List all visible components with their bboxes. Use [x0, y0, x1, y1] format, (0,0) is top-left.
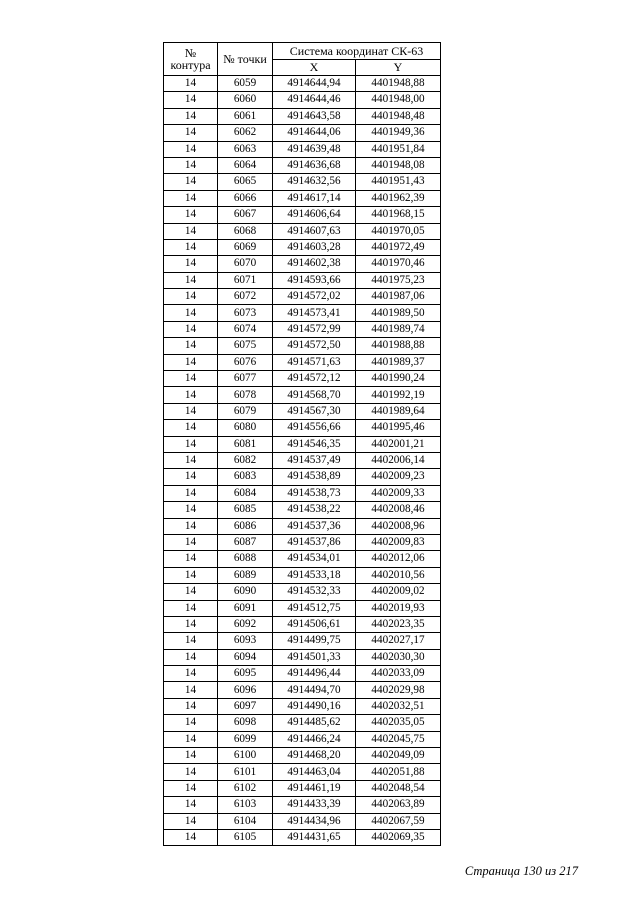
table-row	[164, 403, 441, 419]
x-coordinate-cell: 4914644,94	[273, 76, 356, 92]
y-coordinate-cell: 4402049,09	[356, 748, 441, 764]
table-row	[164, 452, 441, 468]
y-coordinate-cell: 4401948,08	[356, 157, 441, 173]
x-coordinate-cell: 4914433,39	[273, 797, 356, 813]
y-coordinate-cell: 4402030,30	[356, 649, 441, 665]
page-number: Страница 130 из 217	[464, 864, 578, 878]
x-coordinate-cell: 4914537,49	[273, 452, 356, 468]
x-coordinate-cell: 4914607,63	[273, 223, 356, 239]
contour-cell: 14	[164, 682, 218, 698]
y-axis-header: Y	[356, 59, 441, 76]
table-row	[164, 354, 441, 370]
y-coordinate-cell: 4402067,59	[356, 813, 441, 829]
point-number-cell: 6088	[218, 551, 273, 567]
point-number-cell: 6080	[218, 420, 273, 436]
contour-cell: 14	[164, 698, 218, 714]
y-coordinate-cell: 4401951,84	[356, 141, 441, 157]
y-coordinate-cell: 4401989,37	[356, 354, 441, 370]
point-number-cell: 6097	[218, 698, 273, 714]
point-number-cell: 6082	[218, 452, 273, 468]
contour-cell: 14	[164, 616, 218, 632]
y-coordinate-cell: 4401948,48	[356, 108, 441, 124]
point-number-cell: 6079	[218, 403, 273, 419]
contour-cell: 14	[164, 551, 218, 567]
point-number-cell: 6061	[218, 108, 273, 124]
table-row	[164, 616, 441, 632]
contour-cell: 14	[164, 764, 218, 780]
x-axis-header: X	[273, 59, 356, 76]
x-coordinate-cell: 4914501,33	[273, 649, 356, 665]
x-coordinate-cell: 4914499,75	[273, 633, 356, 649]
x-coordinate-cell: 4914538,73	[273, 485, 356, 501]
x-coordinate-cell: 4914537,36	[273, 518, 356, 534]
contour-number-header	[164, 43, 218, 76]
x-coordinate-cell: 4914573,41	[273, 305, 356, 321]
x-coordinate-cell: 4914643,58	[273, 108, 356, 124]
point-number-cell: 6101	[218, 764, 273, 780]
contour-cell: 14	[164, 207, 218, 223]
y-coordinate-cell: 4402009,33	[356, 485, 441, 501]
point-number-cell: 6067	[218, 207, 273, 223]
contour-cell: 14	[164, 272, 218, 288]
y-coordinate-cell: 4402008,46	[356, 502, 441, 518]
contour-cell: 14	[164, 780, 218, 796]
x-coordinate-cell: 4914572,12	[273, 371, 356, 387]
table-row	[164, 387, 441, 403]
y-coordinate-cell: 4401989,50	[356, 305, 441, 321]
y-coordinate-cell: 4401975,23	[356, 272, 441, 288]
table-row	[164, 141, 441, 157]
table-row	[164, 76, 441, 92]
y-coordinate-cell: 4402029,98	[356, 682, 441, 698]
x-coordinate-cell: 4914485,62	[273, 715, 356, 731]
point-number-cell: 6089	[218, 567, 273, 583]
x-coordinate-cell: 4914534,01	[273, 551, 356, 567]
table-row	[164, 108, 441, 124]
contour-cell: 14	[164, 157, 218, 173]
x-coordinate-cell: 4914571,63	[273, 354, 356, 370]
contour-cell: 14	[164, 715, 218, 731]
x-coordinate-cell: 4914632,56	[273, 174, 356, 190]
contour-cell: 14	[164, 567, 218, 583]
table-row	[164, 436, 441, 452]
point-number-cell: 6078	[218, 387, 273, 403]
point-number-cell: 6086	[218, 518, 273, 534]
y-coordinate-cell: 4401988,88	[356, 338, 441, 354]
point-number-cell: 6060	[218, 92, 273, 108]
y-coordinate-cell: 4402051,88	[356, 764, 441, 780]
y-coordinate-cell: 4402009,02	[356, 584, 441, 600]
x-coordinate-cell: 4914496,44	[273, 666, 356, 682]
table-row	[164, 420, 441, 436]
y-coordinate-cell: 4401992,19	[356, 387, 441, 403]
contour-cell: 14	[164, 748, 218, 764]
contour-cell: 14	[164, 731, 218, 747]
table-row	[164, 469, 441, 485]
x-coordinate-cell: 4914434,96	[273, 813, 356, 829]
table-row	[164, 649, 441, 665]
x-coordinate-cell: 4914538,22	[273, 502, 356, 518]
y-coordinate-cell: 4402010,56	[356, 567, 441, 583]
y-coordinate-cell: 4402006,14	[356, 452, 441, 468]
contour-cell: 14	[164, 239, 218, 255]
point-number-cell: 6073	[218, 305, 273, 321]
x-coordinate-cell: 4914602,38	[273, 256, 356, 272]
point-number-cell: 6083	[218, 469, 273, 485]
x-coordinate-cell: 4914490,16	[273, 698, 356, 714]
point-number-cell: 6098	[218, 715, 273, 731]
table-row	[164, 731, 441, 747]
contour-cell: 14	[164, 387, 218, 403]
x-coordinate-cell: 4914572,02	[273, 289, 356, 305]
y-coordinate-cell: 4402009,23	[356, 469, 441, 485]
y-coordinate-cell: 4401990,24	[356, 371, 441, 387]
table-row	[164, 682, 441, 698]
table-row	[164, 289, 441, 305]
y-coordinate-cell: 4402019,93	[356, 600, 441, 616]
table-header	[164, 43, 441, 76]
y-coordinate-cell: 4401948,00	[356, 92, 441, 108]
table-row	[164, 633, 441, 649]
x-coordinate-cell: 4914567,30	[273, 403, 356, 419]
x-coordinate-cell: 4914568,70	[273, 387, 356, 403]
point-number-cell: 6069	[218, 239, 273, 255]
contour-cell: 14	[164, 256, 218, 272]
x-coordinate-cell: 4914636,68	[273, 157, 356, 173]
point-number-cell: 6076	[218, 354, 273, 370]
y-coordinate-cell: 4401987,06	[356, 289, 441, 305]
contour-cell: 14	[164, 452, 218, 468]
y-coordinate-cell: 4401972,49	[356, 239, 441, 255]
point-number-cell: 6074	[218, 321, 273, 337]
y-coordinate-cell: 4402032,51	[356, 698, 441, 714]
table-row	[164, 338, 441, 354]
table-row	[164, 534, 441, 550]
contour-cell: 14	[164, 649, 218, 665]
point-number-cell: 6071	[218, 272, 273, 288]
table-row	[164, 92, 441, 108]
contour-cell: 14	[164, 371, 218, 387]
table-row	[164, 748, 441, 764]
table-row	[164, 174, 441, 190]
contour-cell: 14	[164, 436, 218, 452]
point-number-cell: 6070	[218, 256, 273, 272]
x-coordinate-cell: 4914572,50	[273, 338, 356, 354]
x-coordinate-cell: 4914533,18	[273, 567, 356, 583]
table-row	[164, 371, 441, 387]
table-row	[164, 551, 441, 567]
point-number-header: № точки	[218, 43, 273, 76]
x-coordinate-cell: 4914506,61	[273, 616, 356, 632]
point-number-cell: 6104	[218, 813, 273, 829]
table-row	[164, 223, 441, 239]
x-coordinate-cell: 4914556,66	[273, 420, 356, 436]
table-row	[164, 797, 441, 813]
x-coordinate-cell: 4914532,33	[273, 584, 356, 600]
point-number-cell: 6099	[218, 731, 273, 747]
table-row	[164, 321, 441, 337]
contour-cell: 14	[164, 600, 218, 616]
contour-cell: 14	[164, 190, 218, 206]
x-coordinate-cell: 4914512,75	[273, 600, 356, 616]
point-number-cell: 6063	[218, 141, 273, 157]
point-number-cell: 6081	[218, 436, 273, 452]
table-row	[164, 584, 441, 600]
y-coordinate-cell: 4401951,43	[356, 174, 441, 190]
x-coordinate-cell: 4914639,48	[273, 141, 356, 157]
point-number-cell: 6103	[218, 797, 273, 813]
x-coordinate-cell: 4914606,64	[273, 207, 356, 223]
point-number-cell: 6096	[218, 682, 273, 698]
contour-cell: 14	[164, 92, 218, 108]
contour-cell: 14	[164, 223, 218, 239]
point-number-cell: 6105	[218, 829, 273, 845]
table-row	[164, 567, 441, 583]
x-coordinate-cell: 4914537,86	[273, 534, 356, 550]
contour-cell: 14	[164, 108, 218, 124]
y-coordinate-cell: 4402001,21	[356, 436, 441, 452]
contour-cell: 14	[164, 534, 218, 550]
point-number-cell: 6092	[218, 616, 273, 632]
y-coordinate-cell: 4402009,83	[356, 534, 441, 550]
x-coordinate-cell: 4914494,70	[273, 682, 356, 698]
coordinate-system-header: Система координат СК-63	[273, 43, 441, 60]
table-row	[164, 125, 441, 141]
point-number-cell: 6062	[218, 125, 273, 141]
contour-cell: 14	[164, 797, 218, 813]
y-coordinate-cell: 4401989,64	[356, 403, 441, 419]
contour-cell: 14	[164, 76, 218, 92]
point-number-cell: 6095	[218, 666, 273, 682]
y-coordinate-cell: 4402069,35	[356, 829, 441, 845]
contour-cell: 14	[164, 305, 218, 321]
point-number-cell: 6072	[218, 289, 273, 305]
point-number-cell: 6093	[218, 633, 273, 649]
table-row	[164, 698, 441, 714]
y-coordinate-cell: 4402023,35	[356, 616, 441, 632]
point-number-cell: 6090	[218, 584, 273, 600]
table-row	[164, 715, 441, 731]
table-row	[164, 813, 441, 829]
contour-cell: 14	[164, 518, 218, 534]
point-number-cell: 6075	[218, 338, 273, 354]
y-coordinate-cell: 4402035,05	[356, 715, 441, 731]
x-coordinate-cell: 4914466,24	[273, 731, 356, 747]
contour-cell: 14	[164, 289, 218, 305]
contour-cell: 14	[164, 420, 218, 436]
x-coordinate-cell: 4914546,35	[273, 436, 356, 452]
contour-cell: 14	[164, 633, 218, 649]
y-coordinate-cell: 4401989,74	[356, 321, 441, 337]
table-row	[164, 256, 441, 272]
y-coordinate-cell: 4401970,46	[356, 256, 441, 272]
table-row	[164, 157, 441, 173]
x-coordinate-cell: 4914593,66	[273, 272, 356, 288]
point-number-cell: 6100	[218, 748, 273, 764]
table-row	[164, 502, 441, 518]
point-number-cell: 6064	[218, 157, 273, 173]
table-row	[164, 666, 441, 682]
table-row	[164, 600, 441, 616]
contour-cell: 14	[164, 829, 218, 845]
x-coordinate-cell: 4914644,46	[273, 92, 356, 108]
table-row	[164, 829, 441, 845]
table-row	[164, 190, 441, 206]
y-coordinate-cell: 4402008,96	[356, 518, 441, 534]
point-number-cell: 6068	[218, 223, 273, 239]
x-coordinate-cell: 4914463,04	[273, 764, 356, 780]
point-number-cell: 6084	[218, 485, 273, 501]
x-coordinate-cell: 4914603,28	[273, 239, 356, 255]
point-number-cell: 6091	[218, 600, 273, 616]
point-number-cell: 6087	[218, 534, 273, 550]
point-number-cell: 6085	[218, 502, 273, 518]
y-coordinate-cell: 4401995,46	[356, 420, 441, 436]
y-coordinate-cell: 4401962,39	[356, 190, 441, 206]
y-coordinate-cell: 4402045,75	[356, 731, 441, 747]
contour-cell: 14	[164, 321, 218, 337]
x-coordinate-cell: 4914572,99	[273, 321, 356, 337]
contour-cell: 14	[164, 354, 218, 370]
y-coordinate-cell: 4402033,09	[356, 666, 441, 682]
contour-cell: 14	[164, 338, 218, 354]
contour-cell: 14	[164, 469, 218, 485]
contour-number-header-bottom: контура	[170, 58, 211, 72]
x-coordinate-cell: 4914461,19	[273, 780, 356, 796]
contour-number-header-top: №	[184, 46, 197, 60]
x-coordinate-cell: 4914431,65	[273, 829, 356, 845]
y-coordinate-cell: 4401970,05	[356, 223, 441, 239]
contour-cell: 14	[164, 813, 218, 829]
table-row	[164, 518, 441, 534]
table-row	[164, 272, 441, 288]
contour-cell: 14	[164, 125, 218, 141]
contour-cell: 14	[164, 403, 218, 419]
table-row	[164, 239, 441, 255]
x-coordinate-cell: 4914468,20	[273, 748, 356, 764]
contour-cell: 14	[164, 666, 218, 682]
point-number-cell: 6077	[218, 371, 273, 387]
point-number-cell: 6066	[218, 190, 273, 206]
y-coordinate-cell: 4402048,54	[356, 780, 441, 796]
contour-cell: 14	[164, 485, 218, 501]
x-coordinate-cell: 4914617,14	[273, 190, 356, 206]
point-number-cell: 6059	[218, 76, 273, 92]
point-number-cell: 6065	[218, 174, 273, 190]
y-coordinate-cell: 4402012,06	[356, 551, 441, 567]
y-coordinate-cell: 4401949,36	[356, 125, 441, 141]
table-row	[164, 207, 441, 223]
y-coordinate-cell: 4402027,17	[356, 633, 441, 649]
contour-cell: 14	[164, 584, 218, 600]
table-row	[164, 764, 441, 780]
table-row	[164, 780, 441, 796]
contour-cell: 14	[164, 174, 218, 190]
point-number-cell: 6102	[218, 780, 273, 796]
x-coordinate-cell: 4914644,06	[273, 125, 356, 141]
table-row	[164, 305, 441, 321]
x-coordinate-cell: 4914538,89	[273, 469, 356, 485]
table-row	[164, 485, 441, 501]
table-body	[164, 76, 441, 846]
header-row	[164, 43, 441, 60]
coordinates-table	[163, 42, 441, 846]
contour-cell: 14	[164, 141, 218, 157]
y-coordinate-cell: 4401968,15	[356, 207, 441, 223]
y-coordinate-cell: 4402063,89	[356, 797, 441, 813]
contour-cell: 14	[164, 502, 218, 518]
y-coordinate-cell: 4401948,88	[356, 76, 441, 92]
point-number-cell: 6094	[218, 649, 273, 665]
